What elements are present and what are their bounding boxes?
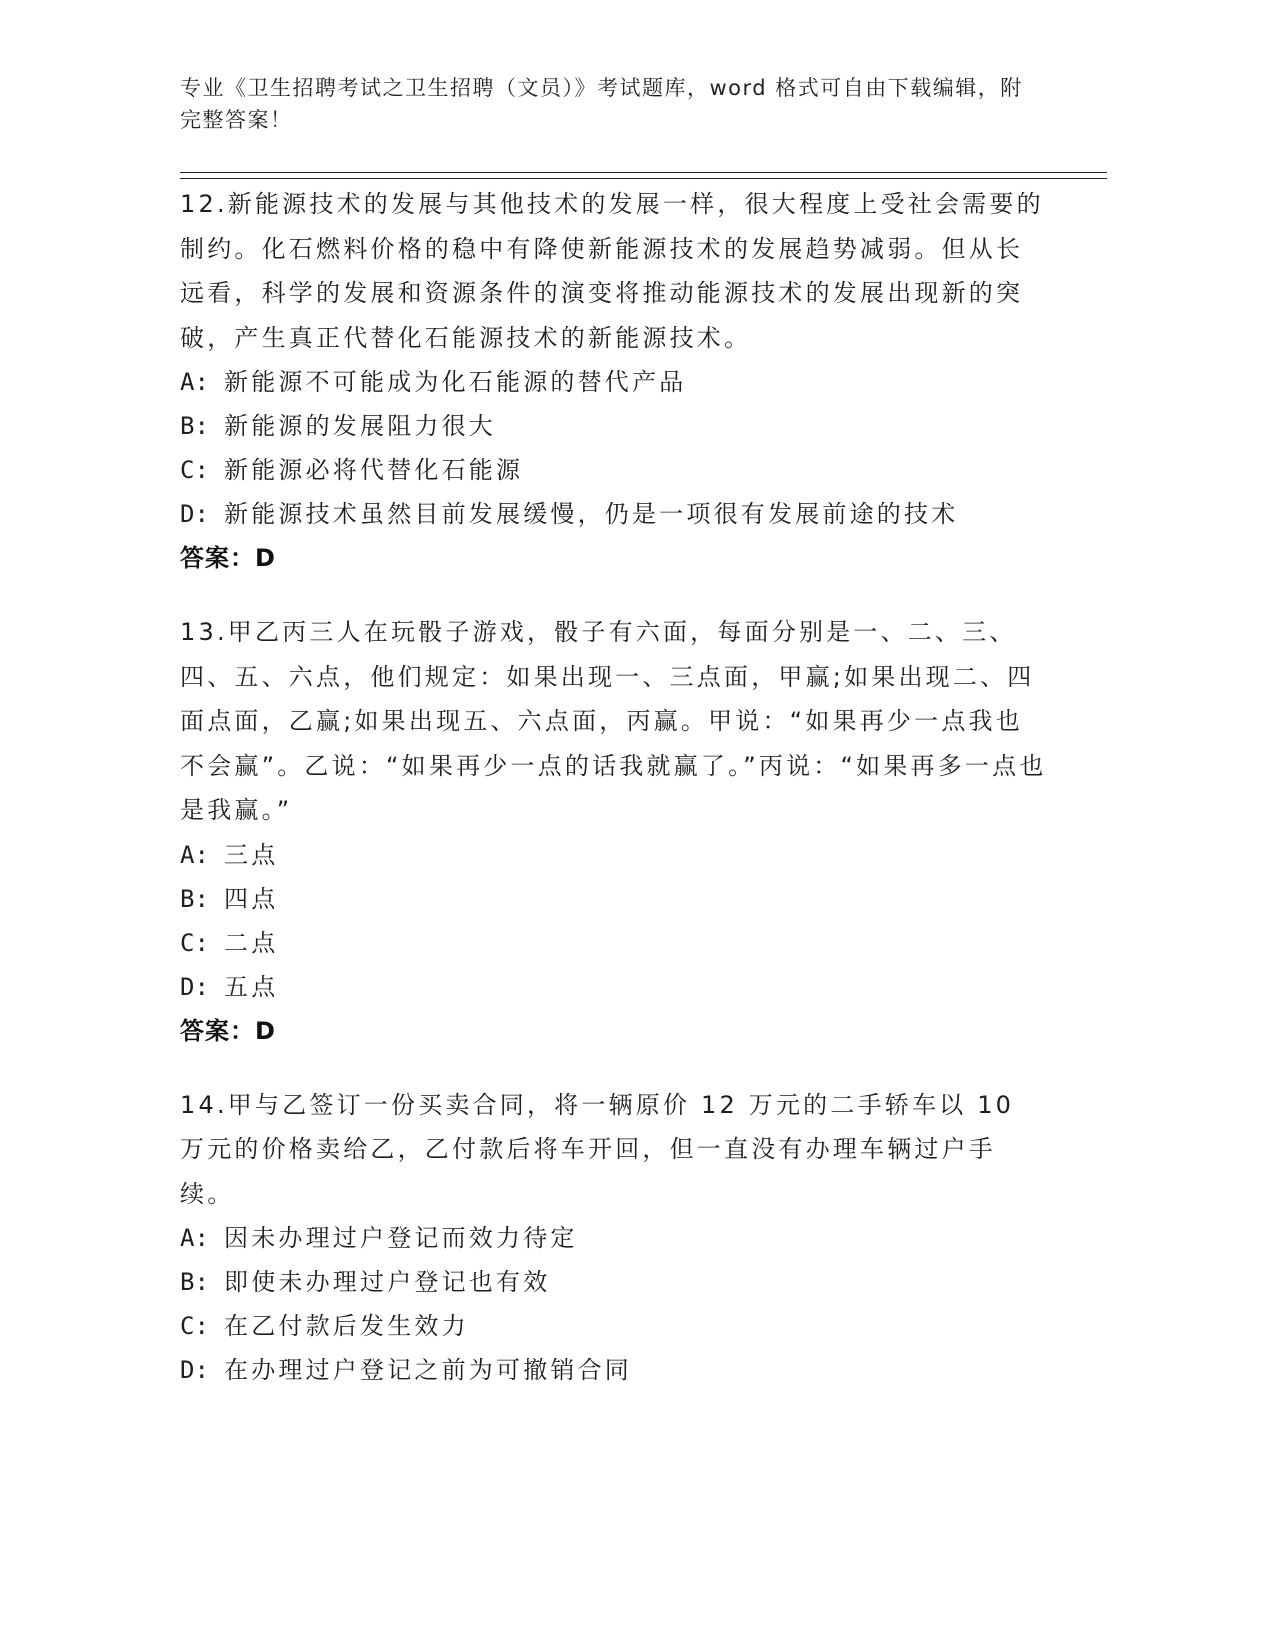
option-text: 即使未办理过户登记也有效 (224, 1268, 551, 1296)
option-b (180, 877, 1050, 921)
question-14 (180, 1083, 1050, 1393)
option-text: 新能源不可能成为化石能源的替代产品 (224, 368, 687, 396)
option-b (180, 404, 1050, 448)
option-letter: B: (180, 884, 209, 913)
option-letter: D: (180, 972, 209, 1001)
option-letter: C: (180, 456, 209, 484)
option-text: 三点 (224, 840, 279, 869)
question-12 (180, 182, 1050, 580)
option-text: 新能源的发展阻力很大 (224, 412, 496, 440)
option-a (180, 360, 1050, 404)
option-c (180, 921, 1050, 965)
answer-line: 答案：D (180, 544, 276, 572)
option-a (180, 1216, 1050, 1260)
option-c (180, 1304, 1050, 1348)
question-text: 12.新能源技术的发展与其他技术的发展一样，很大程度上受社会需要的制约。化石燃料价格的稳中有降使新能源技术的发展趋势减弱。但从长远看，科学的发展和资源条件的演变将推动能源技术的发展出现新的突破，产生真正代替化石能源技术的新能源技术。 (180, 190, 1044, 352)
option-letter: A: (180, 368, 209, 396)
option-a (180, 833, 1050, 877)
question-text: 13.甲乙丙三人在玩骰子游戏，骰子有六面，每面分别是一、二、三、四、五、六点，他们规定：如果出现一、三点面，甲赢;如果出现二、四面点面，乙赢;如果出现五、六点面，丙赢。甲说：“如果再少一点我也不会赢”。乙说：“如果再少一点的话我就赢了。”丙说：“如果再多一点也是我赢。” (180, 618, 1047, 824)
option-d (180, 1348, 1050, 1392)
option-letter: A: (180, 1224, 209, 1252)
option-c (180, 448, 1050, 492)
option-text: 五点 (224, 972, 279, 1001)
option-letter: D: (180, 500, 209, 528)
question-text: 14.甲与乙签订一份买卖合同，将一辆原价 12 万元的二手轿车以 10 万元的价格卖给乙，乙付款后将车开回，但一直没有办理车辆过户手续。 (180, 1090, 1015, 1208)
option-text: 在乙付款后发生效力 (224, 1312, 469, 1340)
option-letter: A: (180, 840, 209, 869)
question-list (180, 182, 1050, 1422)
option-d (180, 492, 1050, 536)
option-letter: B: (180, 412, 209, 440)
option-text: 新能源必将代替化石能源 (224, 456, 524, 484)
option-text: 因未办理过户登记而效力待定 (224, 1224, 578, 1252)
option-letter: C: (180, 1312, 209, 1340)
header-divider (180, 172, 1107, 179)
option-text: 新能源技术虽然目前发展缓慢，仍是一项很有发展前途的技术 (224, 500, 959, 528)
option-d (180, 965, 1050, 1009)
option-letter: B: (180, 1268, 209, 1296)
option-letter: D: (180, 1356, 209, 1384)
answer-line: 答案：D (180, 1016, 276, 1045)
question-13 (180, 610, 1050, 1053)
option-text: 在办理过户登记之前为可撤销合同 (224, 1356, 632, 1384)
document-header: 专业《卫生招聘考试之卫生招聘（文员）》考试题库，word 格式可自由下载编辑，附完整答案！ (180, 76, 1023, 132)
option-letter: C: (180, 928, 209, 957)
option-b (180, 1260, 1050, 1304)
option-text: 二点 (224, 928, 279, 957)
option-text: 四点 (224, 884, 279, 913)
